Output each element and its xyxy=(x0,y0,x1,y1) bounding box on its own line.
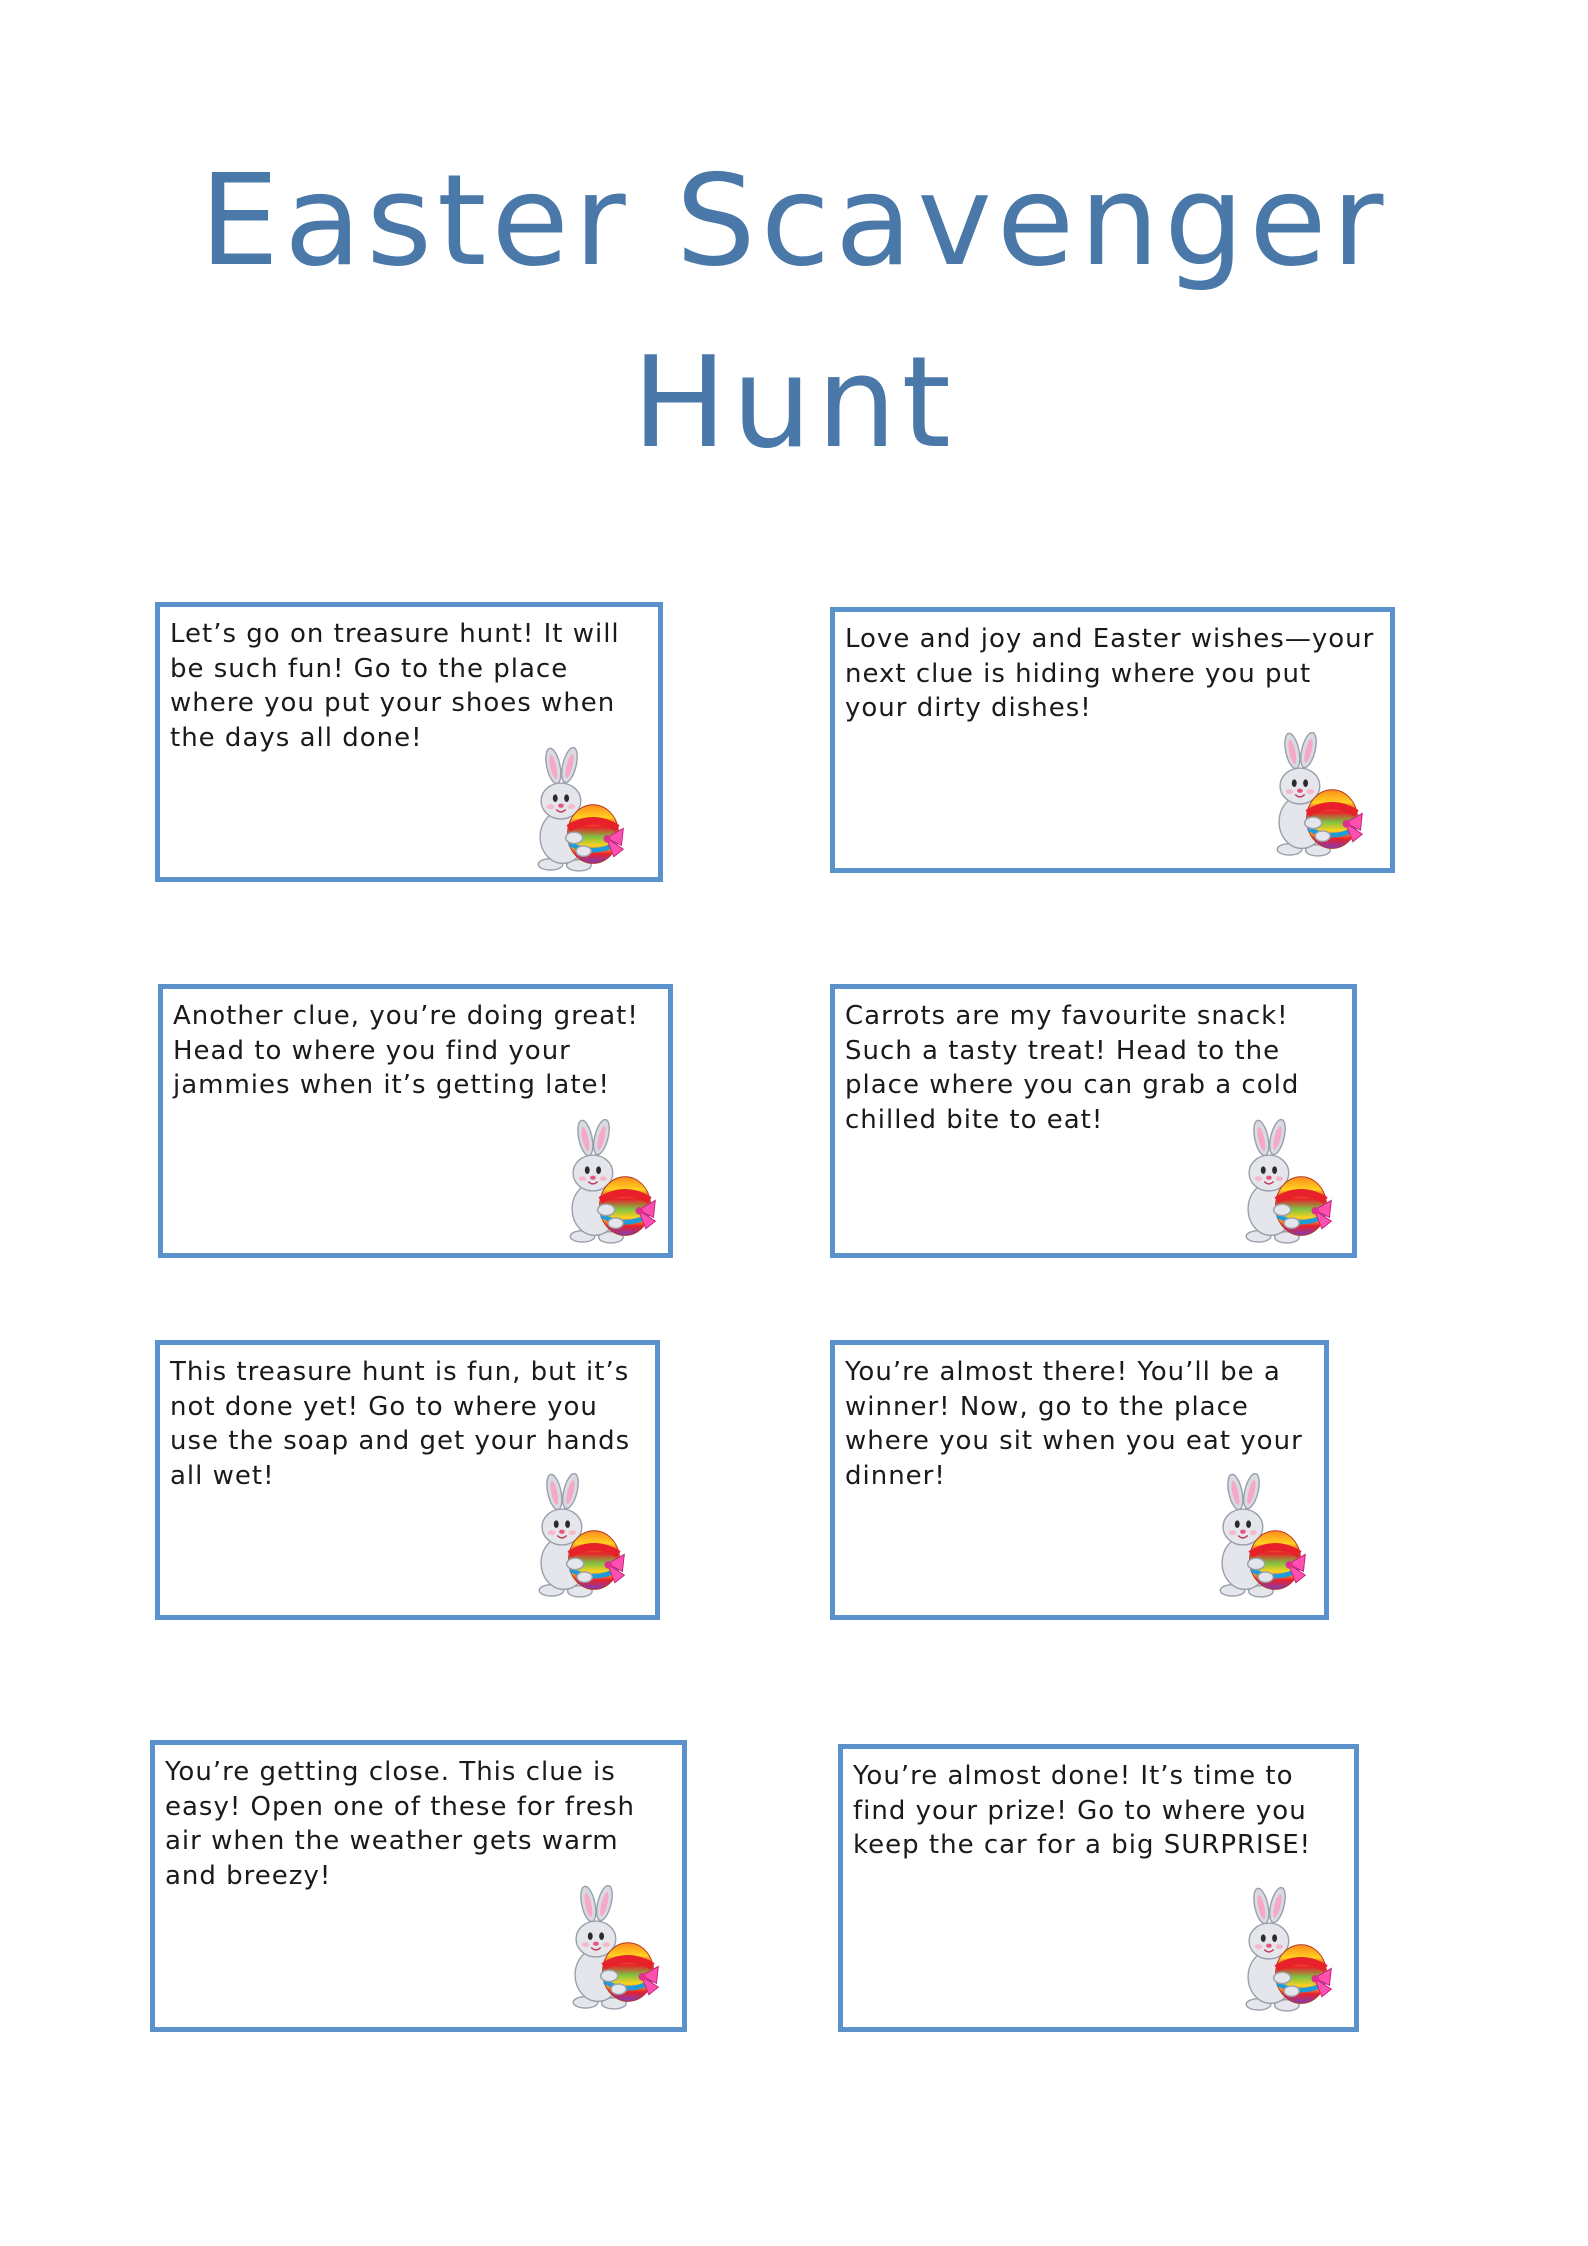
clue-text: You’re getting close. This clue is easy! Open one of these for fresh air when the weather gets warm and breezy! xyxy=(165,1757,636,1891)
bunny-egg-icon xyxy=(1264,732,1368,857)
clue-card-3 xyxy=(158,984,673,1258)
clue-card-1 xyxy=(155,602,663,882)
clue-text: You’re almost done! It’s time to find your prize! Go to where you keep the car for a big SURPRISE! xyxy=(853,1761,1312,1860)
bunny-egg-icon xyxy=(1207,1473,1311,1598)
bunny-egg-icon xyxy=(526,1473,630,1598)
clue-card-5 xyxy=(155,1340,660,1620)
title-line-1: Easter Scavenger xyxy=(199,147,1389,294)
clue-text: Let’s go on treasure hunt! It will be such fun! Go to the place where you put your shoes when the days all done! xyxy=(170,619,620,753)
clue-text: This treasure hunt is fun, but it’s not done yet! Go to where you use the soap and get your hands all wet! xyxy=(170,1357,631,1491)
title-line-2: Hunt xyxy=(632,329,956,476)
bunny-egg-icon xyxy=(560,1885,664,2010)
bunny-egg-icon xyxy=(525,747,629,872)
bunny-egg-icon xyxy=(557,1119,661,1244)
clue-card-4 xyxy=(830,984,1357,1258)
clue-text: Carrots are my favourite snack! Such a tasty treat! Head to the place where you can grab a cold chilled bite to eat! xyxy=(845,1001,1300,1135)
clue-text: You’re almost there! You’ll be a winner! Now, go to the place where you sit when you eat your dinner! xyxy=(845,1357,1303,1491)
bunny-egg-icon xyxy=(1233,1887,1337,2012)
clue-text: Love and joy and Easter wishes—your next clue is hiding where you put your dirty dishes! xyxy=(845,624,1375,723)
bunny-egg-icon xyxy=(1233,1119,1337,1244)
clue-card-8 xyxy=(838,1744,1359,2032)
clue-card-7 xyxy=(150,1740,687,2032)
clue-text: Another clue, you’re doing great! Head to where you find your jammies when it’s getting late! xyxy=(173,1001,639,1100)
page-title xyxy=(0,130,1588,494)
clue-card-6 xyxy=(830,1340,1329,1620)
clue-card-2 xyxy=(830,607,1395,873)
